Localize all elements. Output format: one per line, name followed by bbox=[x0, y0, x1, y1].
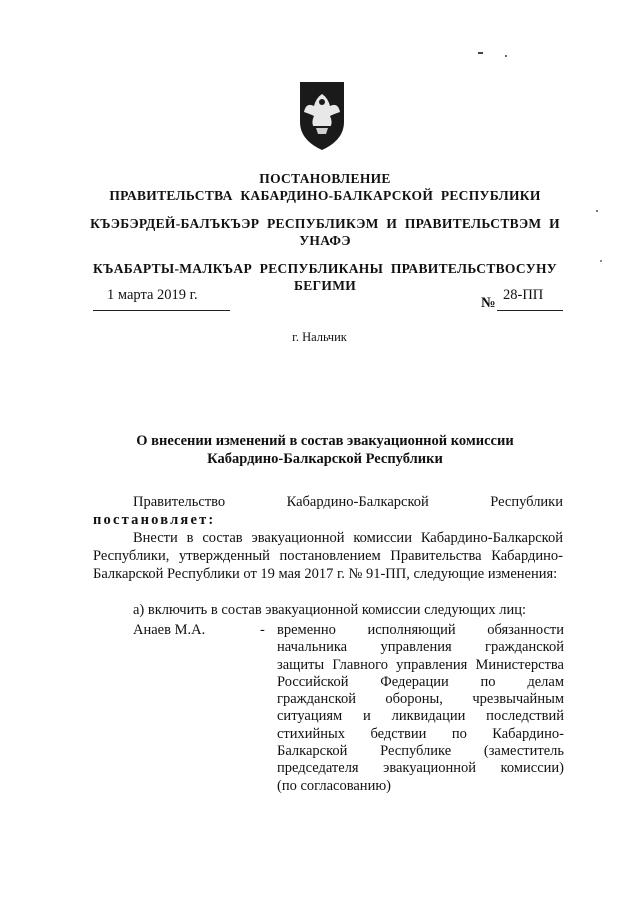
intro-word-kbr: Кабардино-Балкарской bbox=[286, 494, 429, 510]
paragraph-1: Внести в состав эвакуационной комиссии Кабардино-Балкарской Республики, утвержденный постановлением Правительства Кабардино-Балкарской Республики от 19 мая 2017 г. № 91-ПП, следующие изменения: bbox=[93, 530, 563, 582]
kabardian-header-line2: УНАФЭ bbox=[299, 233, 351, 248]
balkar-header-line1: КЪАБАРТЫ-МАЛКЪАР РЕСПУБЛИКАНЫ ПРАВИТЕЛЬСТВОСУНУ bbox=[93, 261, 557, 276]
coat-of-arms-emblem bbox=[292, 80, 352, 152]
scan-speck bbox=[596, 210, 598, 212]
document-title bbox=[90, 432, 560, 468]
member-description bbox=[277, 622, 564, 795]
member-name: Анаев М.А. bbox=[133, 622, 206, 638]
decree-number: 28-ПП bbox=[503, 287, 544, 303]
resolves-word: постановляет: bbox=[93, 512, 216, 528]
intro-word-government: Правительство bbox=[133, 494, 226, 510]
member-dash: - bbox=[260, 622, 265, 638]
decree-date: 1 марта 2019 г. bbox=[107, 287, 198, 303]
item-a: а) включить в состав эвакуационной комиссии следующих лиц: bbox=[133, 602, 527, 618]
date-underline bbox=[93, 310, 230, 311]
document-title-line2: Кабардино-Балкарской Республики bbox=[207, 451, 443, 467]
document-title-line1: О внесении изменений в состав эвакуационной комиссии bbox=[136, 433, 514, 449]
scan-speck bbox=[505, 55, 507, 57]
member-desc-line: ситуациям и ликвидации последствий bbox=[277, 708, 564, 725]
government-name: ПРАВИТЕЛЬСТВА КАБАРДИНО-БАЛКАРСКОЙ РЕСПУБЛИКИ bbox=[109, 188, 541, 203]
kabardian-header-line1: КЪЭБЭРДЕЙ-БАЛЪКЪЭР РЕСПУБЛИКЭМ И ПРАВИТЕЛЬСТВЭМ И bbox=[90, 216, 560, 231]
member-desc-line: (по согласованию) bbox=[277, 777, 391, 794]
member-desc-line: временно исполняющий обязанности bbox=[277, 622, 564, 638]
scan-speck bbox=[600, 260, 602, 262]
member-desc-line: гражданской обороны, чрезвычайным bbox=[277, 691, 564, 708]
member-desc-line: защиты Главного управления Министерства bbox=[277, 656, 564, 673]
member-desc-line: председателя эвакуационной комиссии) bbox=[277, 760, 564, 777]
city: г. Нальчик bbox=[292, 330, 347, 344]
number-underline bbox=[497, 310, 563, 311]
intro-word-republic: Республики bbox=[490, 494, 563, 510]
decree-title: ПОСТАНОВЛЕНИЕ bbox=[259, 171, 391, 186]
member-desc-line: начальника управления гражданской bbox=[277, 639, 564, 656]
scan-speck bbox=[478, 52, 483, 54]
number-sign: № bbox=[481, 295, 496, 311]
member-desc-line: Российской Федерации по делам bbox=[277, 673, 564, 690]
balkar-header-line2: БЕГИМИ bbox=[293, 278, 357, 293]
intro-line bbox=[93, 493, 563, 511]
member-desc-line: стихийных бедствии по Кабардино- bbox=[277, 725, 564, 742]
member-desc-line: Балкарской Республике (заместитель bbox=[277, 743, 564, 760]
